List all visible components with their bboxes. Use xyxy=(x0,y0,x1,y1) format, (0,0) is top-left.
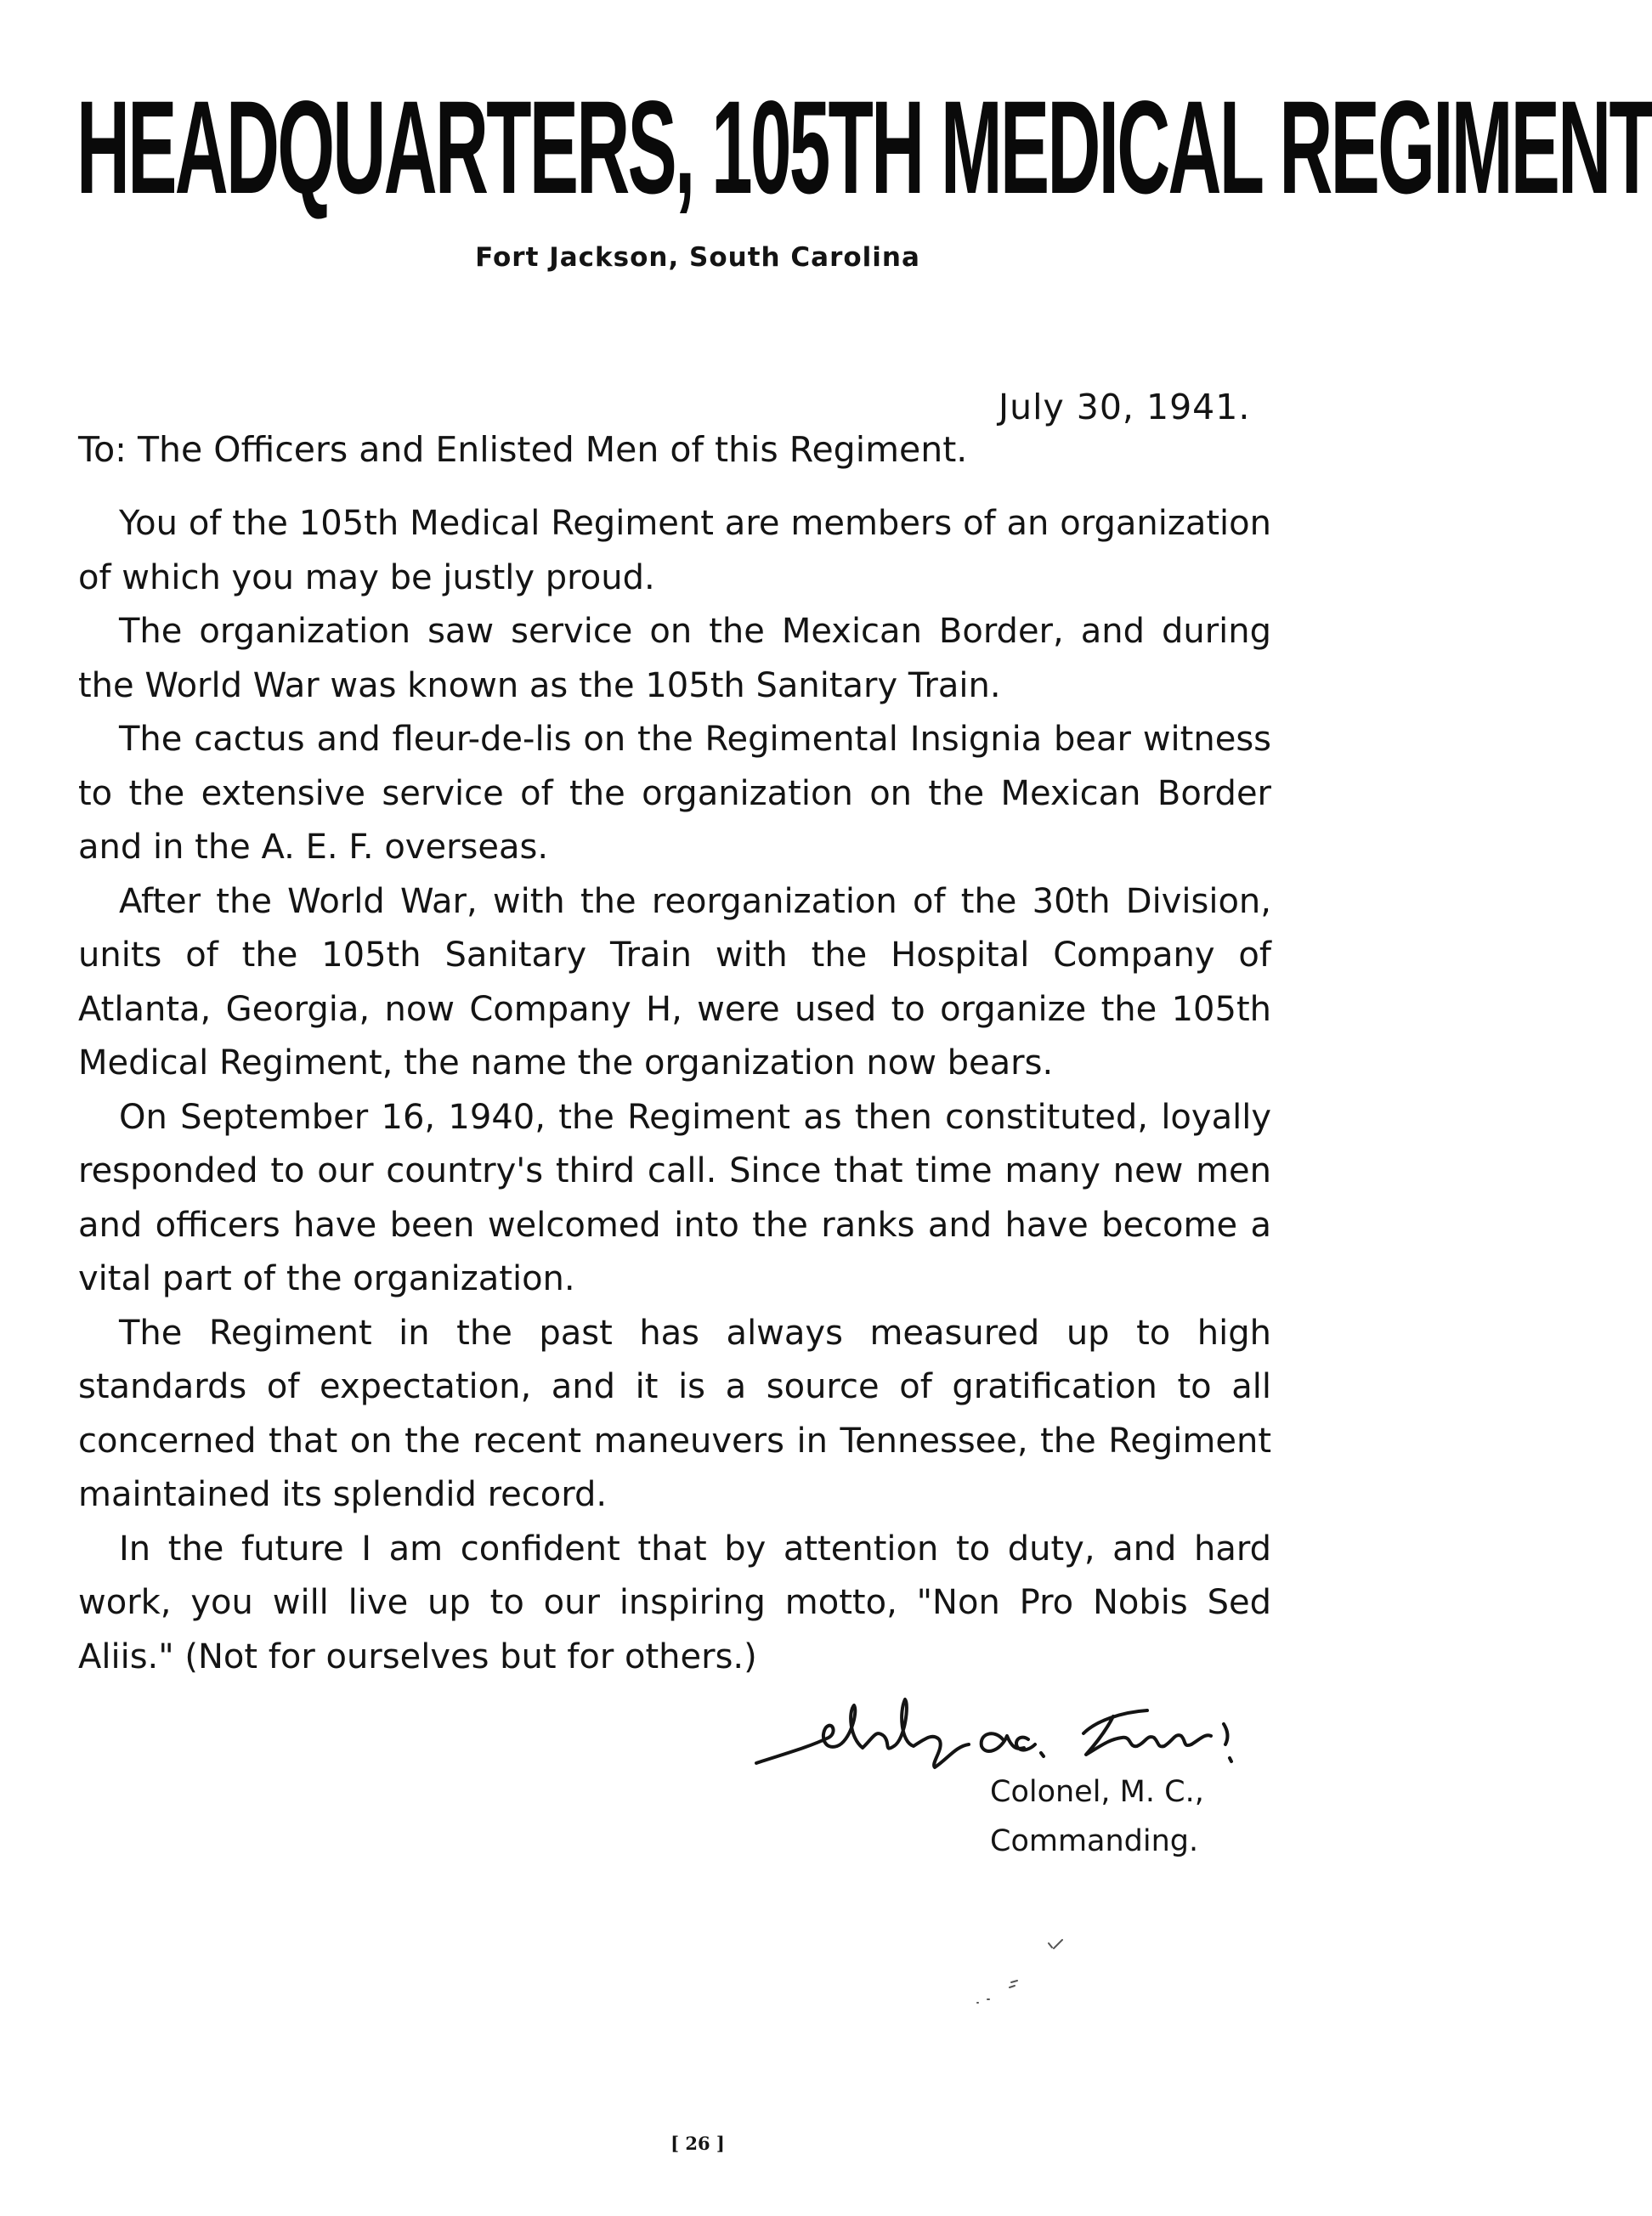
letter-paragraph: The Regiment in the past has always measured up to high standards of expectation, and it is a source of gratification to all concerned that on the recent maneuvers in Tennessee, the Regiment maintained its splendid record. xyxy=(78,1313,1271,1514)
letter-date: July 30, 1941. xyxy=(999,387,1251,427)
letter-paragraph: The organization saw service on the Mexican Border, and during the World War was known as the 105th Sanitary Train. xyxy=(78,612,1271,705)
letter-body xyxy=(78,497,1271,1684)
letter-salutation: To: The Officers and Enlisted Men of this Regiment. xyxy=(78,429,968,470)
letterhead-location: Fort Jackson, South Carolina xyxy=(475,242,920,273)
letter-paragraph: You of the 105th Medical Regiment are members of an organization of which you may be justly proud. xyxy=(78,504,1271,597)
letter-paragraph: After the World War, with the reorganization of the 30th Division, units of the 105th Sanitary Train with the Hospital Company of Atlanta, Georgia, now Company H, were used to organize the 105th Medical Regiment, the name the organization now bears. xyxy=(78,881,1271,1083)
letterhead-title: HEADQUARTERS, 105TH MEDICAL REGIMENT xyxy=(76,73,1652,221)
signature-role: Commanding. xyxy=(990,1824,1199,1858)
letter-paragraph: The cactus and fleur-de-lis on the Regimental Insignia bear witness to the extensive service of the organization on the Mexican Border and in the A. E. F. overseas. xyxy=(78,720,1271,867)
page-number: [ 26 ] xyxy=(670,2133,725,2154)
paper-marks xyxy=(952,1925,1079,2010)
letter-paragraph: In the future I am confident that by attention to duty, and hard work, you will live up to our inspiring motto, "Non Pro Nobis Sed Aliis." (Not for ourselves but for others.) xyxy=(78,1529,1271,1676)
signature-rank: Colonel, M. C., xyxy=(990,1775,1204,1809)
handwritten-signature xyxy=(748,1687,1258,1780)
letter-paragraph: On September 16, 1940, the Regiment as then constituted, loyally responded to our country's third call. Since that time many new men and officers have been welcomed into the ranks and have become a vital part of the organization. xyxy=(78,1097,1271,1298)
signature-title xyxy=(990,1767,1204,1866)
